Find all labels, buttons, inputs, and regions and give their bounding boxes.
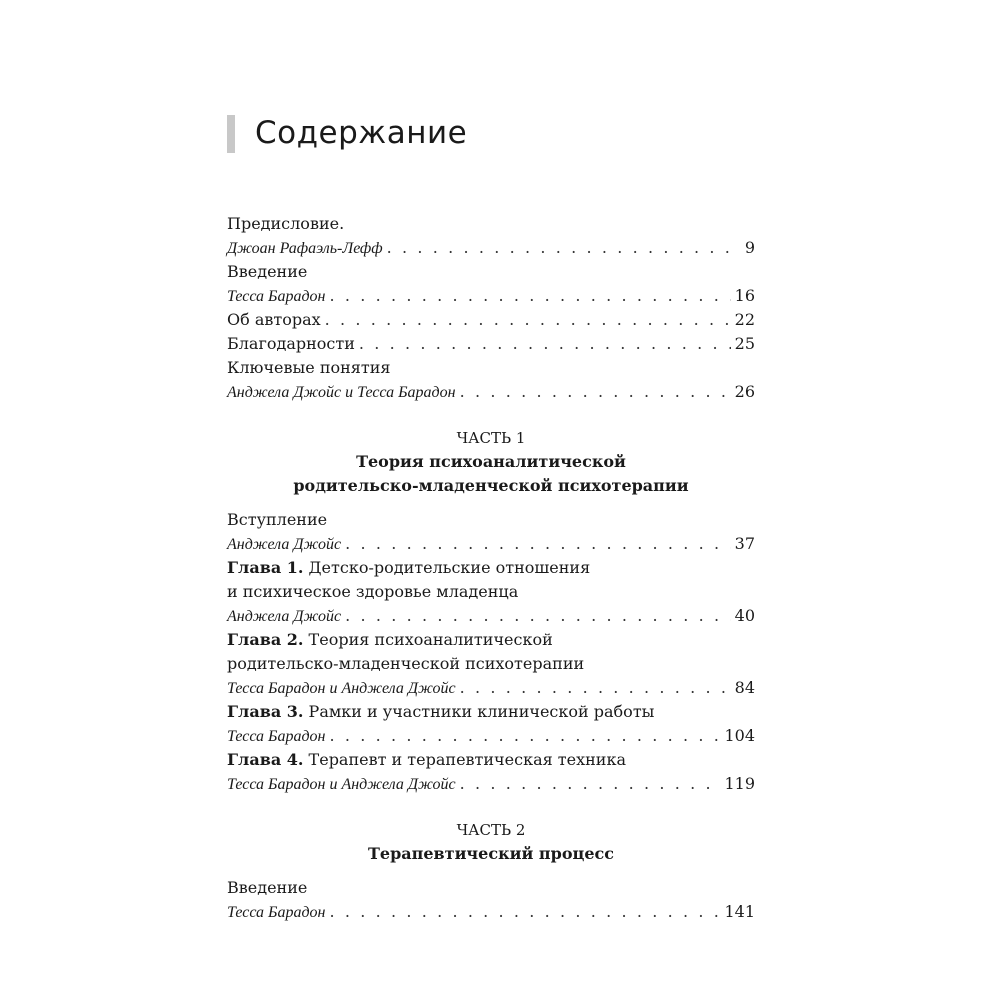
toc-entry-leader	[227, 332, 755, 356]
part-title: родительско-младенческой психотерапии	[293, 476, 689, 495]
toc-entry-leader	[227, 900, 755, 924]
chapter-title-continued: и психическое здоровье младенца	[227, 582, 519, 601]
toc-entry-page: 104	[724, 726, 755, 745]
chapter-number: Глава 3.	[227, 702, 304, 721]
toc-entry-author: Анджела Джойс и Тесса Барадон	[227, 384, 456, 401]
toc-entry-author: Джоан Рафаэль-Лефф	[227, 240, 383, 257]
toc-entry-page: 37	[734, 534, 755, 553]
dot-leader	[325, 308, 731, 332]
part-label: ЧАСТЬ 1	[456, 429, 526, 447]
toc-entry-author: Тесса Барадон	[227, 904, 326, 921]
heading-accent-bar	[227, 115, 235, 153]
toc-entry-leader	[227, 236, 755, 260]
toc-entry-page: 9	[744, 238, 755, 257]
toc-entry-author: Тесса Барадон и Анджела Джойс	[227, 680, 456, 697]
toc-entry-title: Введение	[227, 262, 308, 281]
toc-entry-title: Об авторах	[227, 310, 321, 329]
page-title: Содержание	[255, 115, 468, 151]
toc-entry-page: 141	[724, 902, 755, 921]
toc-entry-page: 40	[734, 606, 755, 625]
toc-entry-leader	[227, 284, 755, 308]
toc-entry-page: 84	[734, 678, 755, 697]
chapter-title: Терапевт и терапевтическая техника	[308, 750, 626, 769]
toc-chapter-title	[227, 700, 755, 724]
dot-leader	[359, 332, 731, 356]
dot-leader	[345, 604, 731, 628]
toc-entry-leader	[227, 724, 755, 748]
chapter-number: Глава 4.	[227, 750, 304, 769]
part-title: Терапевтический процесс	[368, 844, 614, 863]
toc-chapter-title	[227, 748, 755, 772]
dot-leader	[460, 676, 731, 700]
chapter-title: Рамки и участники клинической работы	[308, 702, 655, 721]
toc-entry-title: Предисловие.	[227, 214, 345, 233]
toc-entry-page: 26	[734, 382, 755, 401]
toc-entry-page: 22	[734, 310, 755, 329]
toc-entry-title: Введение	[227, 878, 308, 897]
toc-chapter-title	[227, 628, 755, 652]
toc-entry-author: Анджела Джойс	[227, 536, 342, 553]
toc-entry-title: Ключевые понятия	[227, 358, 391, 377]
chapter-number: Глава 1.	[227, 558, 304, 577]
dot-leader	[460, 380, 731, 404]
dot-leader	[387, 236, 741, 260]
toc-entry-author: Тесса Барадон	[227, 288, 326, 305]
chapter-title-continued: родительско-младенческой психотерапии	[227, 654, 585, 673]
dot-leader	[460, 772, 721, 796]
toc-entry-leader	[227, 676, 755, 700]
toc-entry-page: 119	[724, 774, 755, 793]
toc-entry-leader	[227, 380, 755, 404]
table-of-contents	[227, 212, 755, 924]
dot-leader	[329, 284, 730, 308]
toc-entry-page: 25	[734, 334, 755, 353]
toc-entry-author: Анджела Джойс	[227, 608, 342, 625]
toc-entry-title: Вступление	[227, 510, 328, 529]
part-title: Теория психоаналитической	[356, 452, 626, 471]
toc-entry-title: Благодарности	[227, 334, 355, 353]
toc-entry-author: Тесса Барадон	[227, 728, 326, 745]
toc-entry-leader	[227, 308, 755, 332]
toc-entry-leader	[227, 772, 755, 796]
dot-leader	[329, 900, 720, 924]
dot-leader	[329, 724, 720, 748]
dot-leader	[345, 532, 731, 556]
toc-entry-leader	[227, 532, 755, 556]
chapter-title: Детско-родительские отношения	[308, 558, 591, 577]
chapter-number: Глава 2.	[227, 630, 304, 649]
toc-chapter-title	[227, 556, 755, 580]
toc-entry-leader	[227, 604, 755, 628]
part-label: ЧАСТЬ 2	[456, 821, 526, 839]
chapter-title: Теория психоаналитической	[308, 630, 553, 649]
toc-entry-author: Тесса Барадон и Анджела Джойс	[227, 776, 456, 793]
toc-entry-page: 16	[734, 286, 755, 305]
